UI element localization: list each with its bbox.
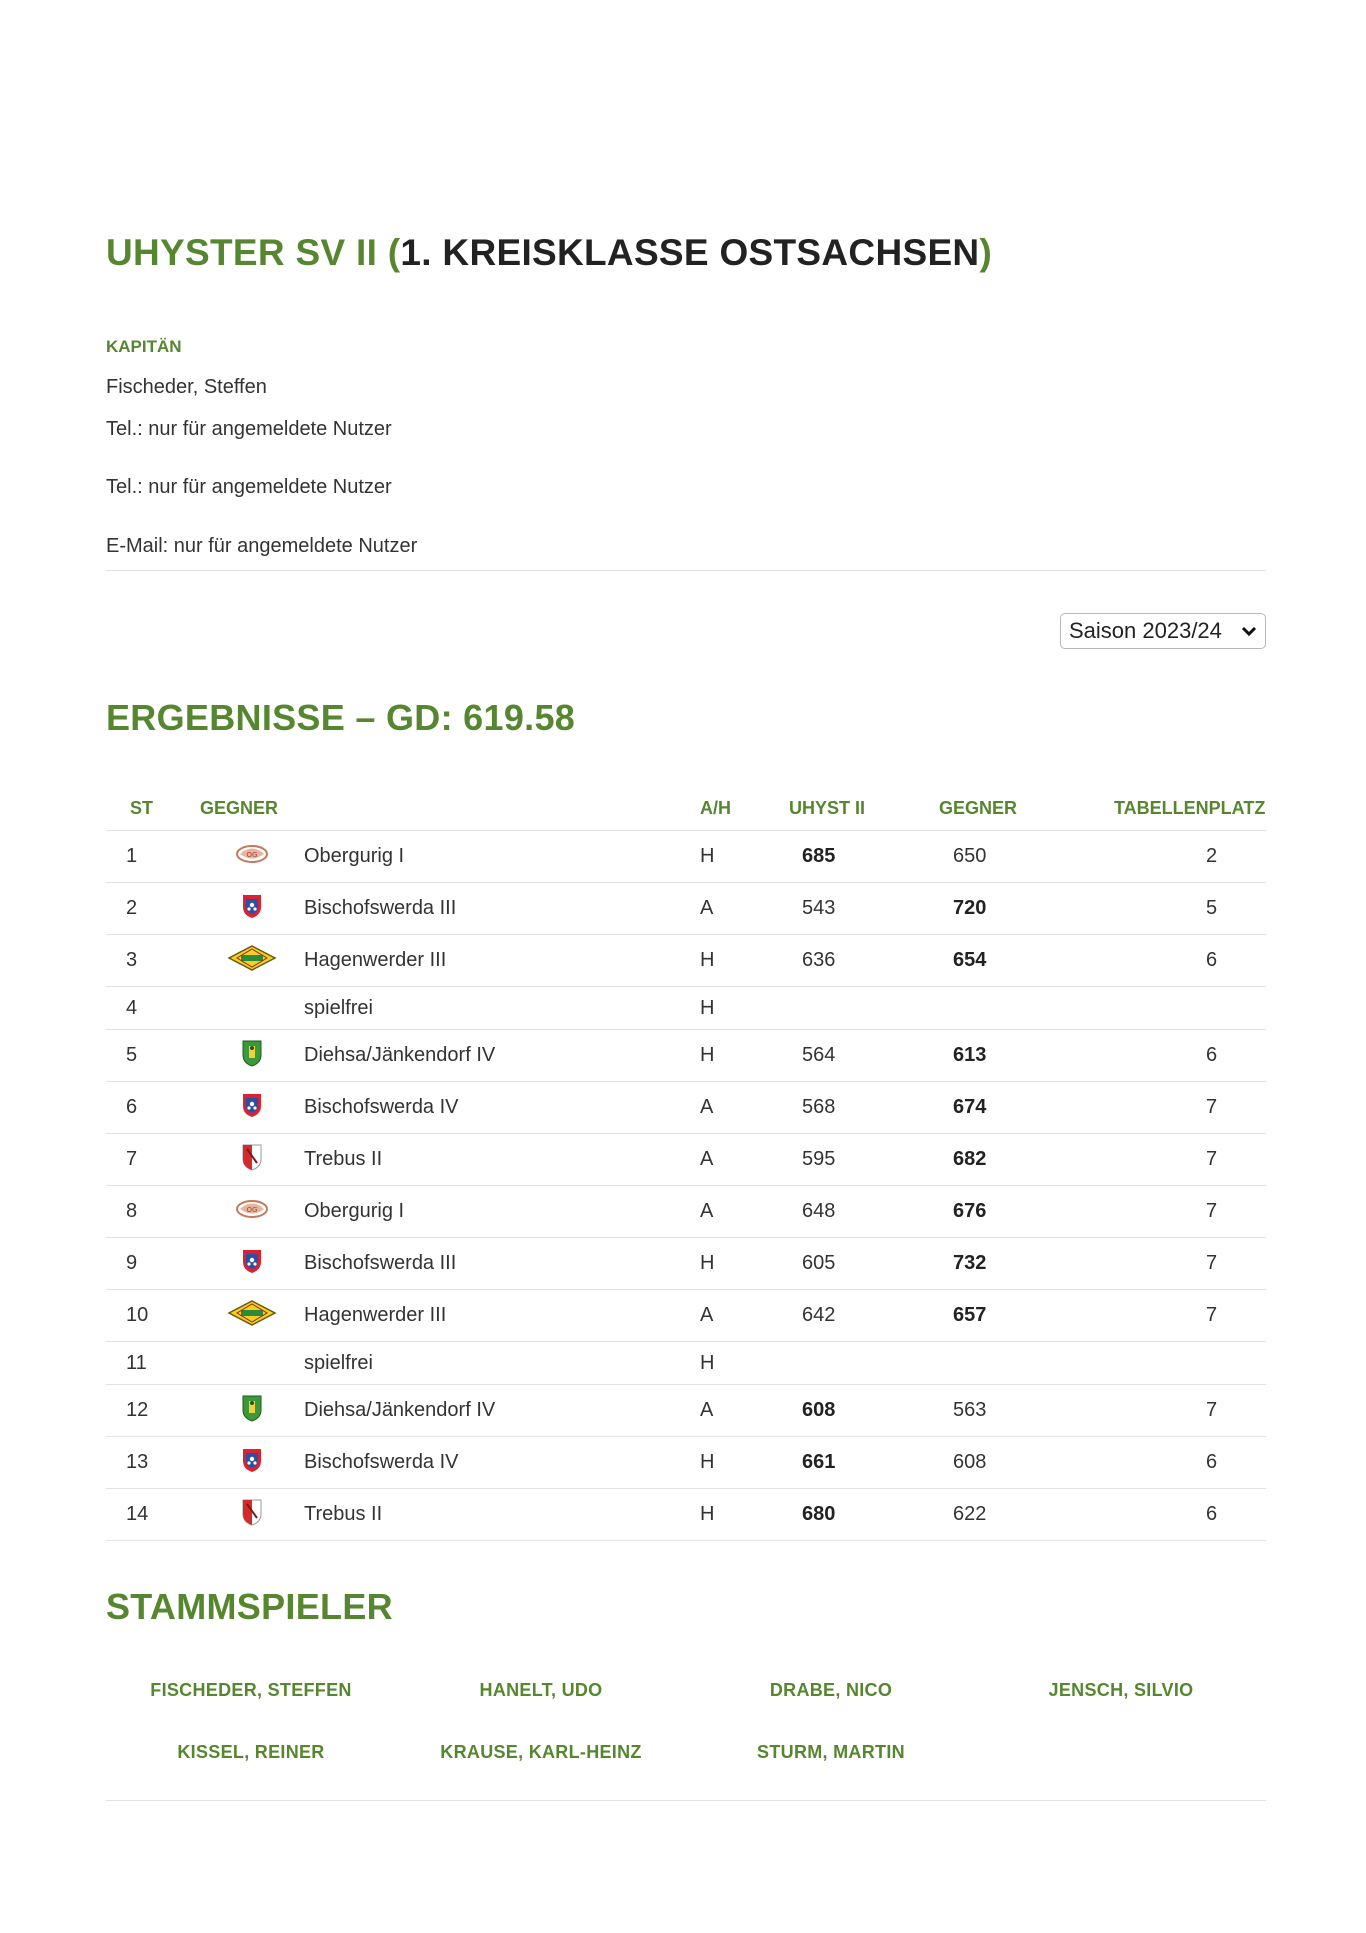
svg-text:OG: OG	[246, 850, 258, 859]
table-row	[106, 1489, 1266, 1541]
trebus-logo	[241, 1143, 263, 1177]
table-row	[106, 831, 1266, 883]
table-row	[106, 1385, 1266, 1437]
bischofswerda-logo	[241, 1447, 263, 1479]
col-header-tabellenplatz: TABELLENPLATZ	[1114, 786, 1266, 831]
cell-ah: A	[700, 1186, 777, 1238]
cell-opponent: spielfrei	[304, 987, 700, 1030]
season-select[interactable]	[1060, 613, 1266, 649]
cell-opponent-score: 657	[939, 1290, 1114, 1342]
player-link[interactable]: STURM, MARTIN	[757, 1742, 905, 1762]
cell-st: 6	[106, 1082, 200, 1134]
cell-logo	[200, 935, 304, 987]
captain-tel-1: Tel.: nur für angemeldete Nutzer	[106, 418, 392, 440]
cell-opponent-score: 720	[939, 883, 1114, 935]
cell-uhyst-score: 564	[777, 1030, 939, 1082]
cell-st: 8	[106, 1186, 200, 1238]
cell-logo	[200, 831, 304, 883]
results-header-row	[106, 786, 1266, 831]
table-row	[106, 1186, 1266, 1238]
diehsa-logo	[241, 1039, 263, 1073]
cell-st: 10	[106, 1290, 200, 1342]
cell-uhyst-score: 595	[777, 1134, 939, 1186]
cell-ah: H	[700, 1489, 777, 1541]
cell-tabellenplatz: 6	[1114, 1030, 1266, 1082]
cell-opponent[interactable]: Bischofswerda III	[304, 1238, 700, 1290]
player-link[interactable]: JENSCH, SILVIO	[1048, 1680, 1194, 1700]
cell-uhyst-score: 661	[777, 1437, 939, 1489]
col-header-gegner-score: GEGNER	[939, 786, 1114, 831]
cell-opponent-score: 682	[939, 1134, 1114, 1186]
cell-opponent-score: 732	[939, 1238, 1114, 1290]
cell-ah: H	[700, 1030, 777, 1082]
cell-logo	[200, 1082, 304, 1134]
hagenwerder-logo	[227, 1299, 277, 1333]
cell-ah: H	[700, 1342, 777, 1385]
chevron-down-icon	[1241, 625, 1257, 637]
cell-opponent[interactable]: Trebus II	[304, 1134, 700, 1186]
cell-st: 11	[106, 1342, 200, 1385]
cell-logo	[200, 1342, 304, 1385]
cell-opponent-score: 608	[939, 1437, 1114, 1489]
cell-st: 2	[106, 883, 200, 935]
player-link[interactable]: KRAUSE, KARL-HEINZ	[440, 1742, 642, 1762]
bischofswerda-logo	[241, 893, 263, 925]
table-row	[106, 1134, 1266, 1186]
cell-uhyst-score: 568	[777, 1082, 939, 1134]
table-row	[106, 1030, 1266, 1082]
diehsa-logo	[241, 1394, 263, 1428]
obergurig-logo	[234, 1196, 270, 1228]
cell-ah: H	[700, 935, 777, 987]
table-row	[106, 1290, 1266, 1342]
cell-logo	[200, 883, 304, 935]
cell-uhyst-score: 680	[777, 1489, 939, 1541]
cell-st: 13	[106, 1437, 200, 1489]
cell-opponent[interactable]: Bischofswerda III	[304, 883, 700, 935]
cell-tabellenplatz: 7	[1114, 1238, 1266, 1290]
results-body	[106, 831, 1266, 1541]
captain-tel-2: Tel.: nur für angemeldete Nutzer	[106, 476, 392, 498]
cell-tabellenplatz: 7	[1114, 1385, 1266, 1437]
hagenwerder-logo	[227, 944, 277, 978]
table-row	[106, 1082, 1266, 1134]
cell-tabellenplatz	[1114, 1342, 1266, 1385]
cell-st: 4	[106, 987, 200, 1030]
cell-tabellenplatz	[1114, 987, 1266, 1030]
cell-st: 9	[106, 1238, 200, 1290]
cell-opponent-score	[939, 1342, 1114, 1385]
cell-tabellenplatz: 7	[1114, 1290, 1266, 1342]
cell-uhyst-score: 543	[777, 883, 939, 935]
cell-ah: A	[700, 1082, 777, 1134]
cell-logo	[200, 1238, 304, 1290]
season-select-value: Saison 2023/24	[1069, 618, 1222, 643]
cell-opponent[interactable]: Obergurig I	[304, 831, 700, 883]
cell-opponent[interactable]: Diehsa/Jänkendorf IV	[304, 1030, 700, 1082]
cell-tabellenplatz: 7	[1114, 1134, 1266, 1186]
cell-uhyst-score: 605	[777, 1238, 939, 1290]
cell-tabellenplatz: 6	[1114, 1437, 1266, 1489]
captain-label: KAPITÄN	[106, 337, 182, 356]
league-link[interactable]: 1. KREISKLASSE OSTSACHSEN	[400, 232, 980, 273]
cell-st: 1	[106, 831, 200, 883]
table-row	[106, 1238, 1266, 1290]
cell-uhyst-score: 636	[777, 935, 939, 987]
cell-opponent-score: 676	[939, 1186, 1114, 1238]
cell-uhyst-score	[777, 1342, 939, 1385]
cell-ah: H	[700, 831, 777, 883]
cell-st: 5	[106, 1030, 200, 1082]
cell-opponent-score: 622	[939, 1489, 1114, 1541]
players-title: STAMMSPIELER	[106, 1586, 393, 1627]
cell-st: 12	[106, 1385, 200, 1437]
col-header-gegner: GEGNER	[200, 786, 700, 831]
cell-tabellenplatz: 7	[1114, 1082, 1266, 1134]
cell-logo	[200, 1186, 304, 1238]
cell-opponent[interactable]: Obergurig I	[304, 1186, 700, 1238]
cell-uhyst-score: 642	[777, 1290, 939, 1342]
captain-email: E-Mail: nur für angemeldete Nutzer	[106, 535, 418, 557]
cell-logo	[200, 1290, 304, 1342]
bischofswerda-logo	[241, 1248, 263, 1280]
captain-name: Fischeder, Steffen	[106, 376, 267, 398]
team-title	[106, 232, 992, 274]
cell-opponent-score	[939, 987, 1114, 1030]
cell-opponent[interactable]: Bischofswerda IV	[304, 1082, 700, 1134]
team-name: UHYSTER SV II (	[106, 232, 401, 273]
cell-opponent-score: 563	[939, 1385, 1114, 1437]
cell-ah: A	[700, 1134, 777, 1186]
table-row	[106, 1342, 1266, 1385]
cell-tabellenplatz: 2	[1114, 831, 1266, 883]
table-row	[106, 935, 1266, 987]
table-row	[106, 883, 1266, 935]
cell-tabellenplatz: 5	[1114, 883, 1266, 935]
cell-logo	[200, 1134, 304, 1186]
cell-tabellenplatz: 6	[1114, 1489, 1266, 1541]
cell-logo	[200, 987, 304, 1030]
cell-st: 3	[106, 935, 200, 987]
cell-logo	[200, 1030, 304, 1082]
cell-ah: H	[700, 1238, 777, 1290]
cell-opponent-score: 674	[939, 1082, 1114, 1134]
player-link[interactable]: DRABE, NICO	[769, 1680, 893, 1700]
cell-ah: A	[700, 883, 777, 935]
col-header-st: ST	[106, 786, 200, 831]
cell-uhyst-score: 608	[777, 1385, 939, 1437]
cell-opponent[interactable]: Trebus II	[304, 1489, 700, 1541]
cell-st: 14	[106, 1489, 200, 1541]
trebus-logo	[241, 1498, 263, 1532]
cell-tabellenplatz: 6	[1114, 935, 1266, 987]
results-table	[106, 786, 1266, 1541]
cell-ah: H	[700, 987, 777, 1030]
cell-opponent: spielfrei	[304, 1342, 700, 1385]
player-link[interactable]: FISCHEDER, STEFFEN	[150, 1680, 352, 1700]
cell-ah: H	[700, 1437, 777, 1489]
divider	[106, 1800, 1266, 1801]
cell-logo	[200, 1489, 304, 1541]
player-link[interactable]: KISSEL, REINER	[177, 1742, 325, 1762]
cell-logo	[200, 1437, 304, 1489]
cell-logo	[200, 1385, 304, 1437]
cell-uhyst-score: 648	[777, 1186, 939, 1238]
bischofswerda-logo	[241, 1092, 263, 1124]
cell-opponent-score: 613	[939, 1030, 1114, 1082]
player-link[interactable]: HANELT, UDO	[479, 1680, 603, 1700]
table-row	[106, 1437, 1266, 1489]
cell-st: 7	[106, 1134, 200, 1186]
cell-uhyst-score	[777, 987, 939, 1030]
table-row	[106, 987, 1266, 1030]
svg-text:OG: OG	[246, 1205, 258, 1214]
cell-ah: A	[700, 1385, 777, 1437]
obergurig-logo	[234, 841, 270, 873]
results-title: ERGEBNISSE – GD: 619.58	[106, 697, 576, 738]
team-title-close: )	[979, 232, 993, 273]
divider	[106, 570, 1266, 571]
cell-tabellenplatz: 7	[1114, 1186, 1266, 1238]
cell-opponent-score: 650	[939, 831, 1114, 883]
cell-opponent[interactable]: Bischofswerda IV	[304, 1437, 700, 1489]
cell-ah: A	[700, 1290, 777, 1342]
cell-opponent[interactable]: Hagenwerder III	[304, 1290, 700, 1342]
cell-opponent-score: 654	[939, 935, 1114, 987]
cell-opponent[interactable]: Diehsa/Jänkendorf IV	[304, 1385, 700, 1437]
col-header-uhyst: UHYST II	[777, 786, 939, 831]
cell-uhyst-score: 685	[777, 831, 939, 883]
col-header-ah: A/H	[700, 786, 777, 831]
cell-opponent[interactable]: Hagenwerder III	[304, 935, 700, 987]
